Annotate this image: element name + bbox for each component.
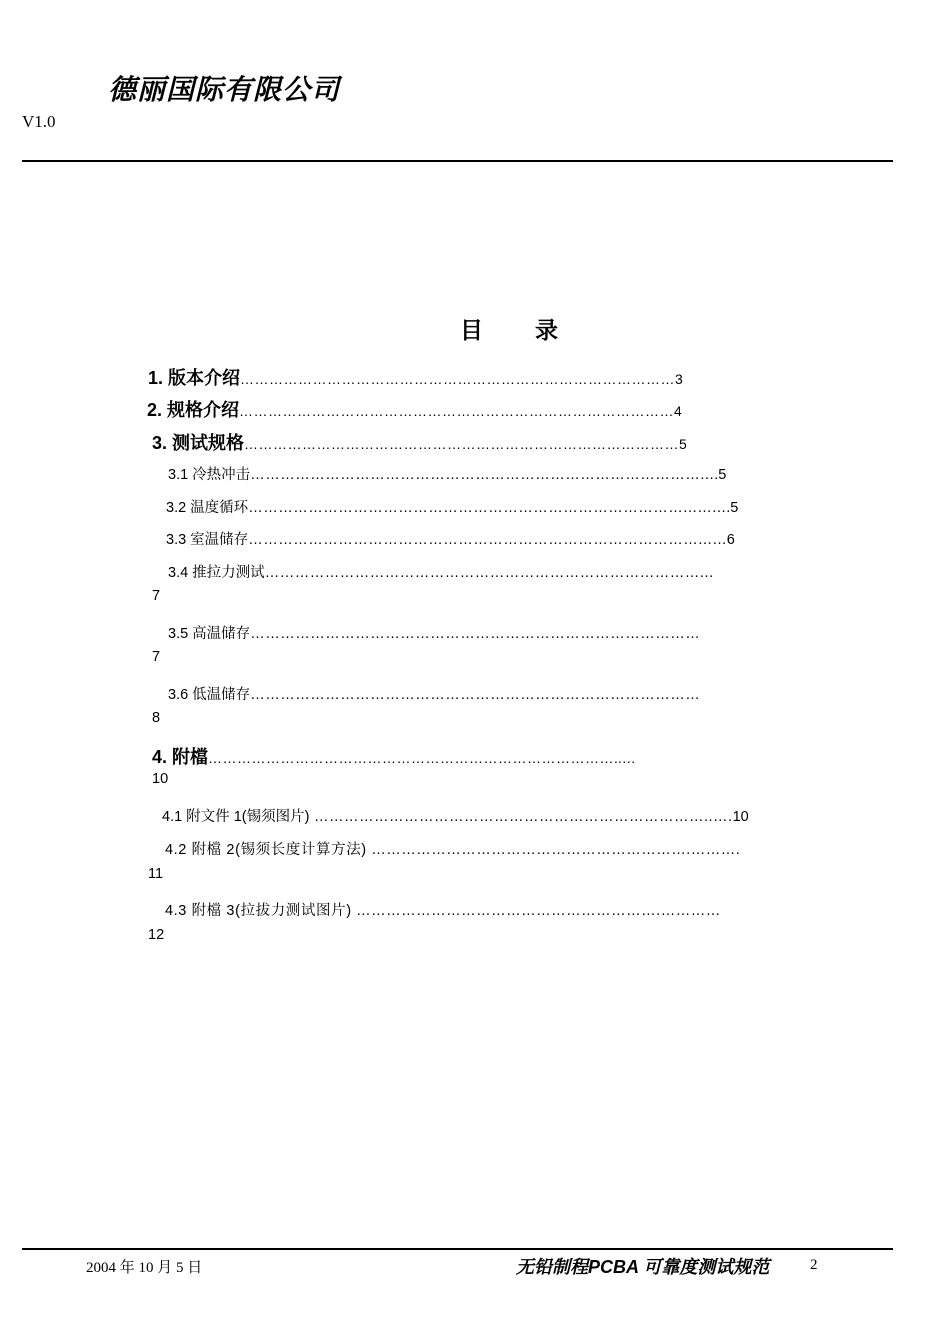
toc-entry[interactable]: [168, 683, 700, 704]
toc-entry-leader: ………………………………………………………………………………: [250, 626, 701, 642]
toc-entry[interactable]: [165, 838, 740, 859]
toc-entry[interactable]: [148, 364, 683, 390]
toc-entry-page: 5: [679, 436, 687, 452]
footer-divider: [22, 1248, 893, 1250]
toc-entry-label: 3.5 高温储存: [168, 626, 251, 642]
toc-entry-page: 12: [148, 927, 165, 943]
toc-entry-page: 10: [732, 809, 749, 825]
toc-entry-page: 6: [726, 532, 735, 548]
toc-entry-label: 3.1 冷热冲击: [168, 467, 251, 483]
toc-title-left: 目: [460, 317, 483, 343]
toc-entry[interactable]: [152, 743, 636, 769]
toc-entry-label: 2. 规格介绍: [147, 400, 240, 420]
version-label: V1.0: [22, 112, 56, 131]
toc-entry-label: 4. 附檔: [152, 747, 209, 767]
toc-entry-label: 4.3 附檔 3(拉拔力测试图片): [165, 903, 352, 919]
toc-entry-leader: ………………………………………………………………………………: [239, 403, 675, 419]
toc-entry-leader: ………………………………………………………………………………: [250, 687, 701, 703]
toc-entry-leader-tail: ……: [684, 565, 714, 581]
toc-entry[interactable]: [168, 463, 726, 484]
toc-entry[interactable]: [166, 496, 738, 517]
toc-entry[interactable]: [168, 622, 700, 643]
toc-entry-page: 3: [675, 371, 683, 387]
toc-entry-label: 3.4 推拉力测试: [168, 565, 265, 581]
toc-title-right: 录: [535, 317, 558, 343]
toc-entry-label: 3.3 室温储存: [166, 532, 249, 548]
toc-entry-page: 8: [152, 710, 161, 726]
toc-entry-label: 3.6 低温储存: [168, 687, 251, 703]
toc-entry-label: 4.2 附檔 2(锡须长度计算方法): [165, 842, 367, 858]
toc-entry-leader: ……………………………………………………….……….: [366, 842, 741, 858]
toc-entry-leader: ………………………………………………………………………………: [240, 371, 676, 387]
toc-entry-leader: …………………………………………………….…………: [351, 903, 721, 919]
toc-entry-page: 5: [730, 500, 739, 516]
footer-page-number: 2: [810, 1257, 818, 1273]
toc-entry[interactable]: [165, 899, 721, 920]
toc-entry-label: 1. 版本介绍: [148, 368, 241, 388]
toc-entry-leader: ……………………………………………………………………..….: [309, 809, 733, 825]
toc-title: [460, 312, 558, 345]
toc-entry-label: 3. 测试规格: [152, 433, 245, 453]
toc-entry-leader: ………………………………………………………………………………: [244, 436, 680, 452]
toc-entry-label: 3.2 温度循环: [166, 500, 249, 516]
toc-entry[interactable]: [166, 528, 735, 549]
toc-entry-page: 7: [152, 588, 161, 604]
toc-entry[interactable]: [162, 805, 749, 826]
company-name: 德丽国际有限公司: [108, 74, 341, 105]
toc-entry[interactable]: [168, 561, 714, 582]
toc-entry-label: 4.1 附文件 1(锡须图片): [162, 809, 310, 825]
toc-entry-leader-tail: …….: [685, 467, 719, 483]
toc-entry-leader: ……………………………………………………………………………: [250, 467, 686, 483]
toc-entry[interactable]: [152, 429, 687, 455]
toc-entry-leader-tail: ..…: [614, 750, 636, 766]
toc-entry-page: 5: [718, 467, 727, 483]
toc-entry-leader: ……………………………………………………………………………: [248, 532, 684, 548]
footer-date: 2004 年 10 月 5 日: [86, 1260, 203, 1276]
toc-entry-page: 7: [152, 649, 161, 665]
toc-entry-leader: …………………………………………………………………………: [264, 565, 685, 581]
toc-entry-leader-tail: ………: [683, 532, 727, 548]
toc-entry-leader: …………………………………………………………………………: [248, 500, 669, 516]
toc-entry[interactable]: [147, 396, 682, 422]
header-divider: [22, 160, 893, 162]
toc-entry-leader: …………………………………………………………………………: [208, 750, 615, 766]
toc-entry-page: 10: [152, 771, 169, 787]
footer-document-title: 无铅制程PCBA 可靠度测试规范: [516, 1257, 770, 1277]
toc-entry-leader-tail: ………….: [668, 500, 731, 516]
toc-entry-page: 4: [674, 403, 682, 419]
toc-entry-page: 11: [148, 866, 164, 882]
